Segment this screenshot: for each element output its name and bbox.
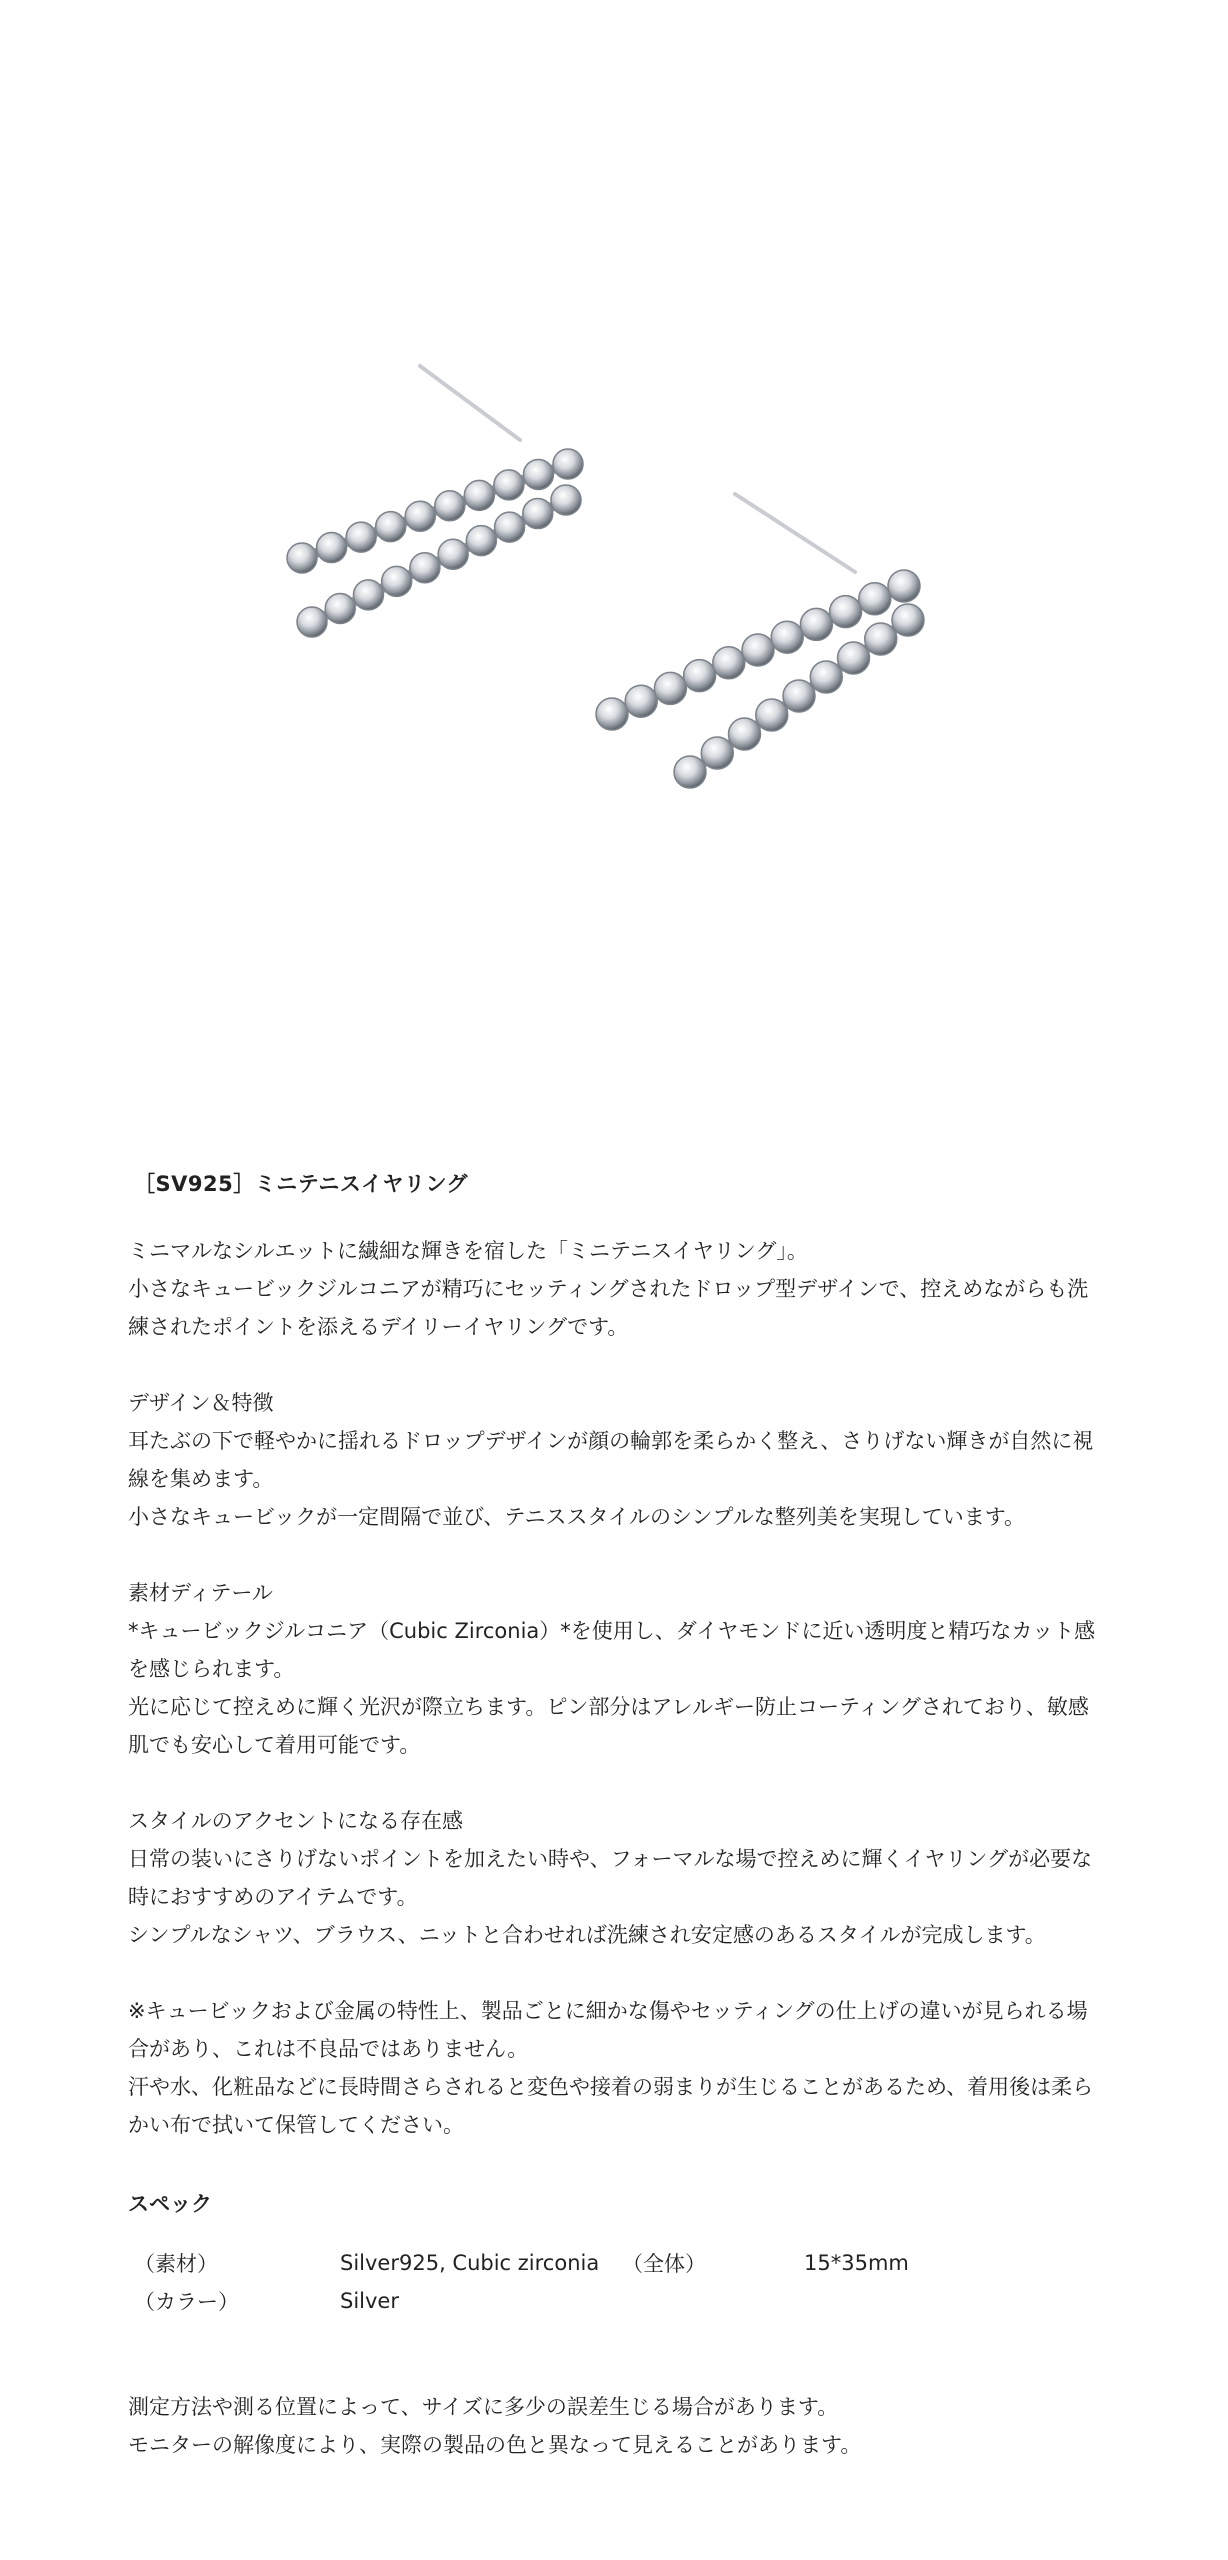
product-description [128,1168,1108,2464]
cubic-zirconia-stone [382,566,412,596]
cubic-zirconia-stone [865,623,897,655]
cubic-zirconia-stone [551,485,581,515]
cubic-zirconia-stone [810,661,842,693]
style-heading: スタイルのアクセントになる存在感 [128,1809,463,1833]
earring-illustration [0,0,1228,1130]
cubic-zirconia-stone [596,698,628,730]
design-heading: デザイン＆特徴 [128,1391,274,1415]
cubic-zirconia-stone [376,512,406,542]
cubic-zirconia-stone [495,512,525,542]
spec-heading: スペック [128,2192,212,2216]
spec-color-value: Silver [340,2289,399,2313]
spec-material-value: Silver925, Cubic zirconia [340,2251,600,2275]
material-line-2: 光に応じて控えめに輝く光沢が際立ちます。ピン部分はアレルギー防止コーティングされており、敏感肌でも安心して着用可能です。 [128,1695,1089,1757]
cubic-zirconia-stone [892,604,924,636]
cubic-zirconia-stone [830,596,862,628]
spec-material-label: （素材） [134,2252,218,2276]
cubic-zirconia-stone [756,699,788,731]
cubic-zirconia-stone [353,580,383,610]
cubic-zirconia-stone [466,526,496,556]
intro-line-2: 小さなキュービックジルコニアが精巧にセッティングされたドロップ型デザインで、控えめながらも洗練されたポイントを添えるデイリーイヤリングです。 [128,1277,1089,1339]
cubic-zirconia-stone [701,737,733,769]
cubic-zirconia-stone [553,449,583,479]
cubic-zirconia-stone [888,570,920,602]
earring-right [596,570,924,788]
cubic-zirconia-stone [494,470,524,500]
style-line-1: 日常の装いにさりげないポイントを加えたい時や、フォーマルな場で控えめに輝くイヤリングが必要な時におすすめのアイテムです。 [128,1847,1093,1909]
spec-color-label: （カラー） [134,2290,239,2314]
material-heading: 素材ディテール [128,1581,273,1605]
cubic-zirconia-stone [464,480,494,510]
cubic-zirconia-stone [684,660,716,692]
cubic-zirconia-stone [729,718,761,750]
cubic-zirconia-stone [783,680,815,712]
product-title: ［SV925］ミニテニスイヤリング [134,1172,469,1196]
spec-row [134,2282,909,2320]
cubic-zirconia-stone [325,593,355,623]
cubic-zirconia-stone [410,553,440,583]
cubic-zirconia-stone [438,539,468,569]
caution-line-2: 汗や水、化粧品などに長時間さらされると変色や接着の弱まりが生じることがあるため、着用後は柔らかい布で拭いて保管してください。 [128,2075,1094,2137]
earring-pin-right [735,494,855,572]
cubic-zirconia-stone [435,491,465,521]
earring-pin-left [420,366,520,440]
cubic-zirconia-stone [523,499,553,529]
material-line-1: *キュービックジルコニア（Cubic Zirconia）*を使用し、ダイヤモンドに近い透明度と精巧なカット感を感じられます。 [128,1619,1096,1681]
spec-size-label: （全体） [622,2252,706,2276]
spec-size-value: 15*35mm [804,2251,909,2275]
cubic-zirconia-stone [800,608,832,640]
earring-left [287,449,583,637]
style-line-2: シンプルなシャツ、ブラウス、ニットと合わせれば洗練され安定感のあるスタイルが完成します。 [128,1923,1046,1947]
cubic-zirconia-stone [859,583,891,615]
design-line-1: 耳たぶの下で軽やかに揺れるドロップデザインが顔の輪郭を柔らかく整え、さりげない輝きが自然に視線を集めます。 [128,1429,1094,1491]
note-line-2: モニターの解像度により、実際の製品の色と異なって見えることがあります。 [128,2433,862,2457]
cubic-zirconia-stone [346,522,376,552]
cubic-zirconia-stone [713,647,745,679]
cubic-zirconia-stone [317,533,347,563]
cubic-zirconia-stone [297,607,327,637]
cubic-zirconia-stone [625,685,657,717]
note-line-1: 測定方法や測る位置によって、サイズに多少の誤差生じる場合があります。 [128,2395,839,2419]
cubic-zirconia-stone [405,501,435,531]
cubic-zirconia-stone [674,756,706,788]
product-photo [0,0,1228,1130]
caution-line-1: ※キュービックおよび金属の特性上、製品ごとに細かな傷やセッティングの仕上げの違いが見られる場合があり、これは不良品ではありません。 [128,1999,1088,2061]
cubic-zirconia-stone [287,543,317,573]
cubic-zirconia-stone [654,672,686,704]
spec-table [134,2244,909,2320]
spec-row [134,2244,909,2282]
cubic-zirconia-stone [523,459,553,489]
cubic-zirconia-stone [771,621,803,653]
intro-line-1: ミニマルなシルエットに繊細な輝きを宿した「ミニテニスイヤリング」。 [128,1239,808,1263]
cubic-zirconia-stone [838,642,870,674]
design-line-2: 小さなキュービックが一定間隔で並び、テニススタイルのシンプルな整列美を実現しています。 [128,1505,1026,1529]
cubic-zirconia-stone [742,634,774,666]
